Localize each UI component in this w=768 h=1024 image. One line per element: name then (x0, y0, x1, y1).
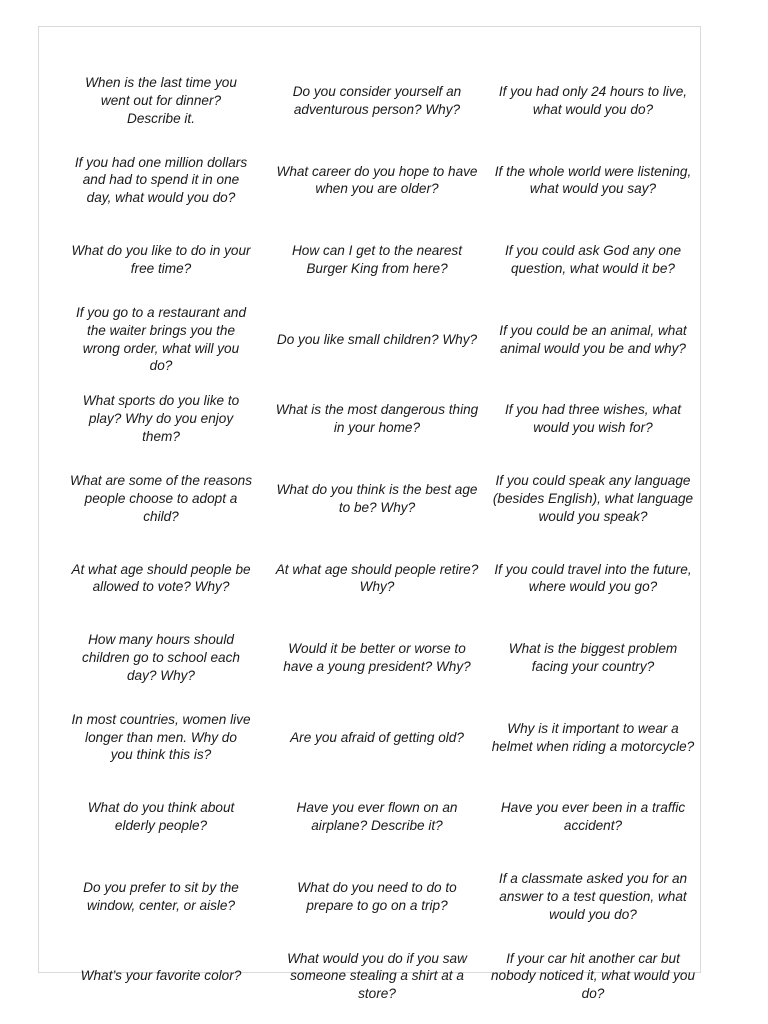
question-card: What do you need to do to prepare to go on a trip? (297, 879, 457, 913)
question-card: If you had only 24 hours to live, what would you do? (498, 84, 688, 117)
question-card: At what age should people retire? Why? (275, 561, 479, 595)
question-card: If you could speak any language (besides English), what language would you speak? (492, 473, 694, 524)
question-card: How can I get to the nearest Burger King from here? (291, 243, 463, 276)
question-card: What sports do you like to play? Why do you enjoy them? (82, 393, 240, 445)
question-card: Do you like small children? Why? (276, 331, 478, 347)
document-page (38, 26, 701, 1002)
question-card: If you could travel into the future, where would you go? (494, 561, 692, 595)
question-card: In most countries, women live longer than men. Why do you think this is? (71, 711, 251, 763)
question-card: At what age should people be allowed to vote? Why? (71, 561, 251, 595)
question-card: What is the biggest problem facing your country? (508, 641, 678, 674)
question-card-grid (53, 61, 701, 1016)
question-card: Are you afraid of getting old? (290, 729, 464, 745)
question-card: What’s your favorite color? (80, 968, 242, 984)
question-card: Would it be better or worse to have a young president? Why? (283, 641, 471, 674)
question-card: What is the most dangerous thing in your home? (275, 402, 479, 436)
question-card: If you had one million dollars and had to spend it in one day, what would you do? (74, 154, 248, 206)
question-card: If you could ask God any one question, what would it be? (504, 243, 682, 276)
question-card: What do you like to do in your free time? (71, 243, 251, 276)
question-card: What would you do if you saw someone stealing a shirt at a store? (287, 950, 467, 1002)
question-card: How many hours should children go to school each day? Why? (82, 632, 240, 683)
question-card: If you could be an animal, what animal would you be and why? (499, 322, 687, 356)
question-card: Have you ever flown on an airplane? Describe it? (296, 800, 458, 834)
question-card: If the whole world were listening, what would you say? (494, 163, 692, 197)
question-card: What do you think is the best age to be? Why? (276, 481, 478, 515)
question-card: Do you consider yourself an adventurous person? Why? (292, 84, 462, 117)
question-card: Have you ever been in a traffic accident? (500, 800, 686, 834)
question-card: Do you prefer to sit by the window, center, or aisle? (83, 879, 239, 913)
question-card: What do you think about elderly people? (87, 800, 235, 834)
question-card: What are some of the reasons people choose to adopt a child? (69, 473, 253, 524)
question-card: If your car hit another car but nobody noticed it, what would you do? (490, 950, 696, 1002)
question-card: If you go to a restaurant and the waiter brings you the wrong order, what will you do? (75, 304, 247, 374)
question-card: If you had three wishes, what would you wish for? (504, 402, 682, 436)
question-card: If a classmate asked you for an answer to a test question, what would you do? (498, 871, 688, 922)
question-card: When is the last time you went out for dinner? Describe it. (85, 75, 237, 126)
question-card: What career do you hope to have when you are older? (276, 163, 478, 197)
question-card: Why is it important to wear a helmet when riding a motorcycle? (491, 720, 695, 754)
